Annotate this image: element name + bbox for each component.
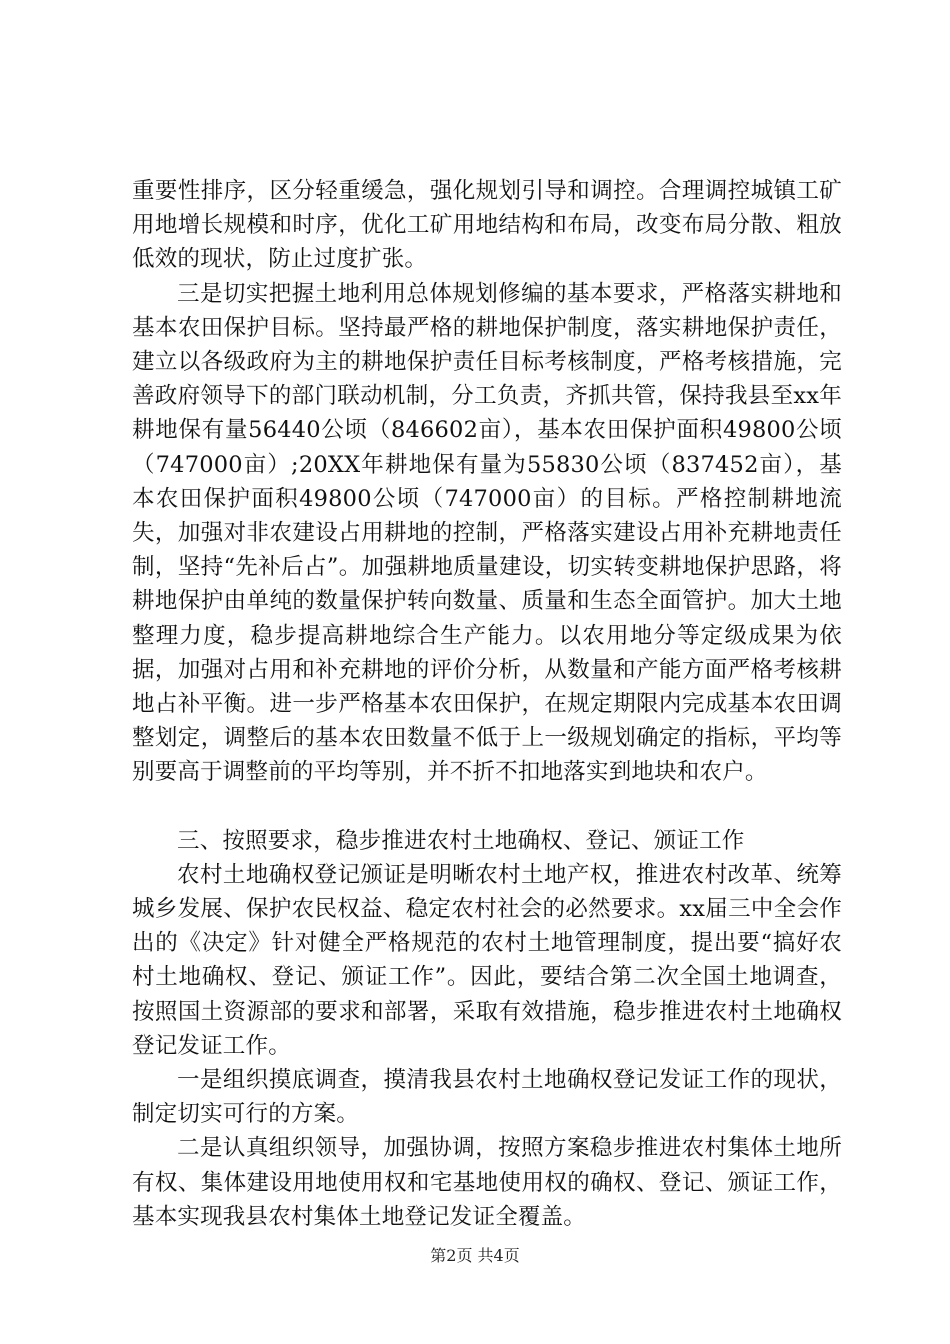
page-number-footer: 第2页 共4页 (430, 1246, 520, 1265)
body-paragraph-land-registration: 农村土地确权登记颁证是明晰农村土地产权，推进农村改革、统筹城乡发展、保护农民权益、稳定农村社会的必然要求。xx届三中全会作出的《决定》针对健全严格规范的农村土地管理制度，提出要“搞好农村土地确权、登记、颁证工作”。因此，要结合第二次全国土地调查，按照国土资源部的要求和部署，采取有效措施，稳步推进农村土地确权登记发证工作。 (132, 861, 842, 1059)
body-paragraph-survey: 一是组织摸底调查，摸清我县农村土地确权登记发证工作的现状，制定切实可行的方案。 (132, 1067, 842, 1128)
section-heading: 三、按照要求，稳步推进农村土地确权、登记、颁证工作 (177, 827, 745, 854)
body-paragraph-coordination: 二是认真组织领导，加强协调，按照方案稳步推进农村集体土地所有权、集体建设用地使用权和宅基地使用权的确权、登记、颁证工作，基本实现我县农村集体土地登记发证全覆盖。 (132, 1135, 842, 1230)
document-body (132, 174, 842, 1234)
body-paragraph-continuation: 重要性排序，区分轻重缓急，强化规划引导和调控。合理调控城镇工矿用地增长规模和时序，优化工矿用地结构和布局，改变布局分散、粗放低效的现状，防止过度扩张。 (132, 178, 842, 273)
body-paragraph-farmland-protection: 三是切实把握土地利用总体规划修编的基本要求，严格落实耕地和基本农田保护目标。坚持最严格的耕地保护制度，落实耕地保护责任，建立以各级政府为主的耕地保护责任目标考核制度，严格考核措施，完善政府领导下的部门联动机制，分工负责，齐抓共管，保持我县至xx年耕地保有量56440公顷（846602亩），基本农田保护面积49800公顷（747000亩）;20XX年耕地保有量为55830公顷（837452亩），基本农田保护面积49800公顷（747000亩）的目标。严格控制耕地流失，加强对非农建设占用耕地的控制，严格落实建设占用补充耕地责任制，坚持“先补后占”。加强耕地质量建设，切实转变耕地保护思路，将耕地保护由单纯的数量保护转向数量、质量和生态全面管护。加大土地整理力度，稳步提高耕地综合生产能力。以农用地分等定级成果为依据，加强对占用和补充耕地的评价分析，从数量和产能方面严格考核耕地占补平衡。进一步严格基本农田保护，在规定期限内完成基本农田调整划定，调整后的基本农田数量不低于上一级规划确定的指标，平均等别要高于调整前的平均等别，并不折不扣地落实到地块和农户。 (132, 280, 842, 786)
